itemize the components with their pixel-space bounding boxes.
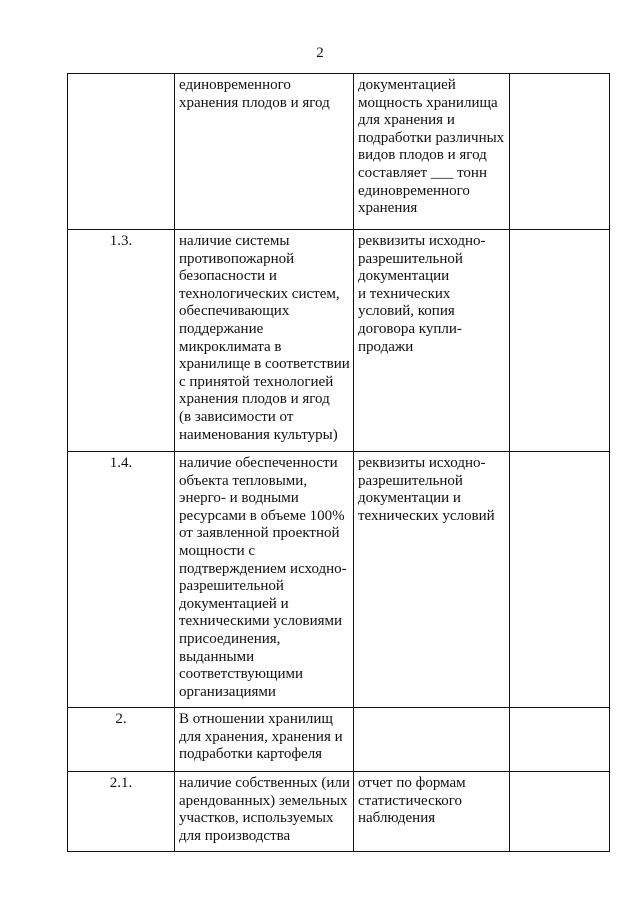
documents-line: условий, копия [358, 303, 455, 320]
criterion-line: для хранения, хранения и [179, 728, 343, 745]
row-number-cell: 1.4. [68, 452, 175, 708]
criterion-line: безопасности и [179, 268, 277, 285]
criterion-line: наименования культуры) [179, 426, 338, 443]
criterion-line: техническими условиями [179, 613, 343, 630]
criterion-cell [175, 230, 354, 452]
row-number-cell: 2.1. [68, 772, 175, 852]
criterion-line: технологических систем, [179, 285, 340, 302]
documents-line: договора купли- [358, 320, 462, 337]
documents-line: технических условий [358, 507, 495, 524]
empty-cell [510, 708, 610, 772]
documents-line: подработки различных [358, 129, 505, 146]
documents-line: статистического [358, 792, 463, 809]
criterion-line: документацией и [179, 595, 289, 612]
criterion-line: наличие системы [179, 233, 290, 249]
documents-line: документации [358, 268, 450, 285]
empty-cell [510, 230, 610, 452]
criterion-line: энерго- и водными [179, 490, 299, 507]
documents-line: продажи [358, 338, 414, 355]
criterion-line: соответствующими [179, 666, 303, 683]
criterion-line: присоединения, [179, 630, 281, 647]
documents-cell [354, 708, 510, 772]
criterion-line: объекта тепловыми, [179, 472, 308, 489]
documents-cell [354, 452, 510, 708]
table-row [68, 452, 610, 708]
criterion-line: хранения плодов и ягод [179, 94, 330, 111]
criterion-cell [175, 74, 354, 230]
documents-line: реквизиты исходно- [358, 233, 486, 249]
documents-cell [354, 230, 510, 452]
documents-line: составляет ___ тонн [358, 164, 487, 181]
table-row [68, 772, 610, 852]
documents-line: разрешительной [358, 472, 463, 489]
documents-line: и технических [358, 285, 451, 302]
documents-line: видов плодов и ягод [358, 147, 487, 164]
documents-line: документации и [358, 490, 461, 507]
documents-line: единовременного [358, 182, 470, 199]
criterion-line: наличие собственных (или [179, 775, 350, 791]
empty-cell [510, 74, 610, 230]
criterion-line: обеспечивающих [179, 303, 290, 320]
criterion-line: единовременного [179, 77, 291, 93]
row-number-cell: 1.3. [68, 230, 175, 452]
criterion-line: арендованных) земельных [179, 792, 348, 809]
row-number-cell: 2. [68, 708, 175, 772]
criterion-line: хранения плодов и ягод [179, 391, 330, 408]
criterion-cell [175, 708, 354, 772]
criterion-line: от заявленной проектной [179, 525, 340, 542]
criterion-line: организациями [179, 683, 276, 700]
page-number: 2 [316, 45, 324, 61]
documents-line: для хранения и [358, 112, 455, 129]
table-row [68, 708, 610, 772]
documents-line: разрешительной [358, 250, 463, 267]
documents-line: документацией [358, 77, 456, 93]
criterion-line: выданными [179, 648, 255, 665]
row-number-cell [68, 74, 175, 230]
criterion-line: хранилище в соответствии [179, 356, 350, 373]
documents-line: мощность хранилища [358, 94, 498, 111]
criterion-line: микроклимата в [179, 338, 282, 355]
criterion-line: (в зависимости от [179, 408, 294, 425]
criterion-line: противопожарной [179, 250, 295, 267]
documents-cell [354, 772, 510, 852]
criterion-line: наличие обеспеченности [179, 455, 338, 471]
documents-line: наблюдения [358, 810, 436, 827]
empty-cell [510, 772, 610, 852]
table-row [68, 74, 610, 230]
criterion-cell [175, 772, 354, 852]
criterion-line: подработки картофеля [179, 746, 323, 763]
table-row [68, 230, 610, 452]
criterion-line: разрешительной [179, 578, 284, 595]
criterion-line: В отношении хранилищ [179, 711, 333, 727]
criterion-line: мощности с [179, 542, 256, 559]
documents-line: реквизиты исходно- [358, 455, 486, 471]
criteria-table [67, 73, 610, 852]
criterion-line: для производства [179, 827, 291, 844]
documents-line: хранения [358, 200, 418, 217]
documents-cell [354, 74, 510, 230]
documents-line: отчет по формам [358, 775, 466, 791]
criterion-line: ресурсами в объеме 100% [179, 507, 345, 524]
criterion-line: поддержание [179, 320, 264, 337]
criterion-line: с принятой технологией [179, 373, 334, 390]
criterion-line: участков, используемых [179, 810, 334, 827]
criterion-cell [175, 452, 354, 708]
criterion-line: подтверждением исходно- [179, 560, 347, 577]
empty-cell [510, 452, 610, 708]
